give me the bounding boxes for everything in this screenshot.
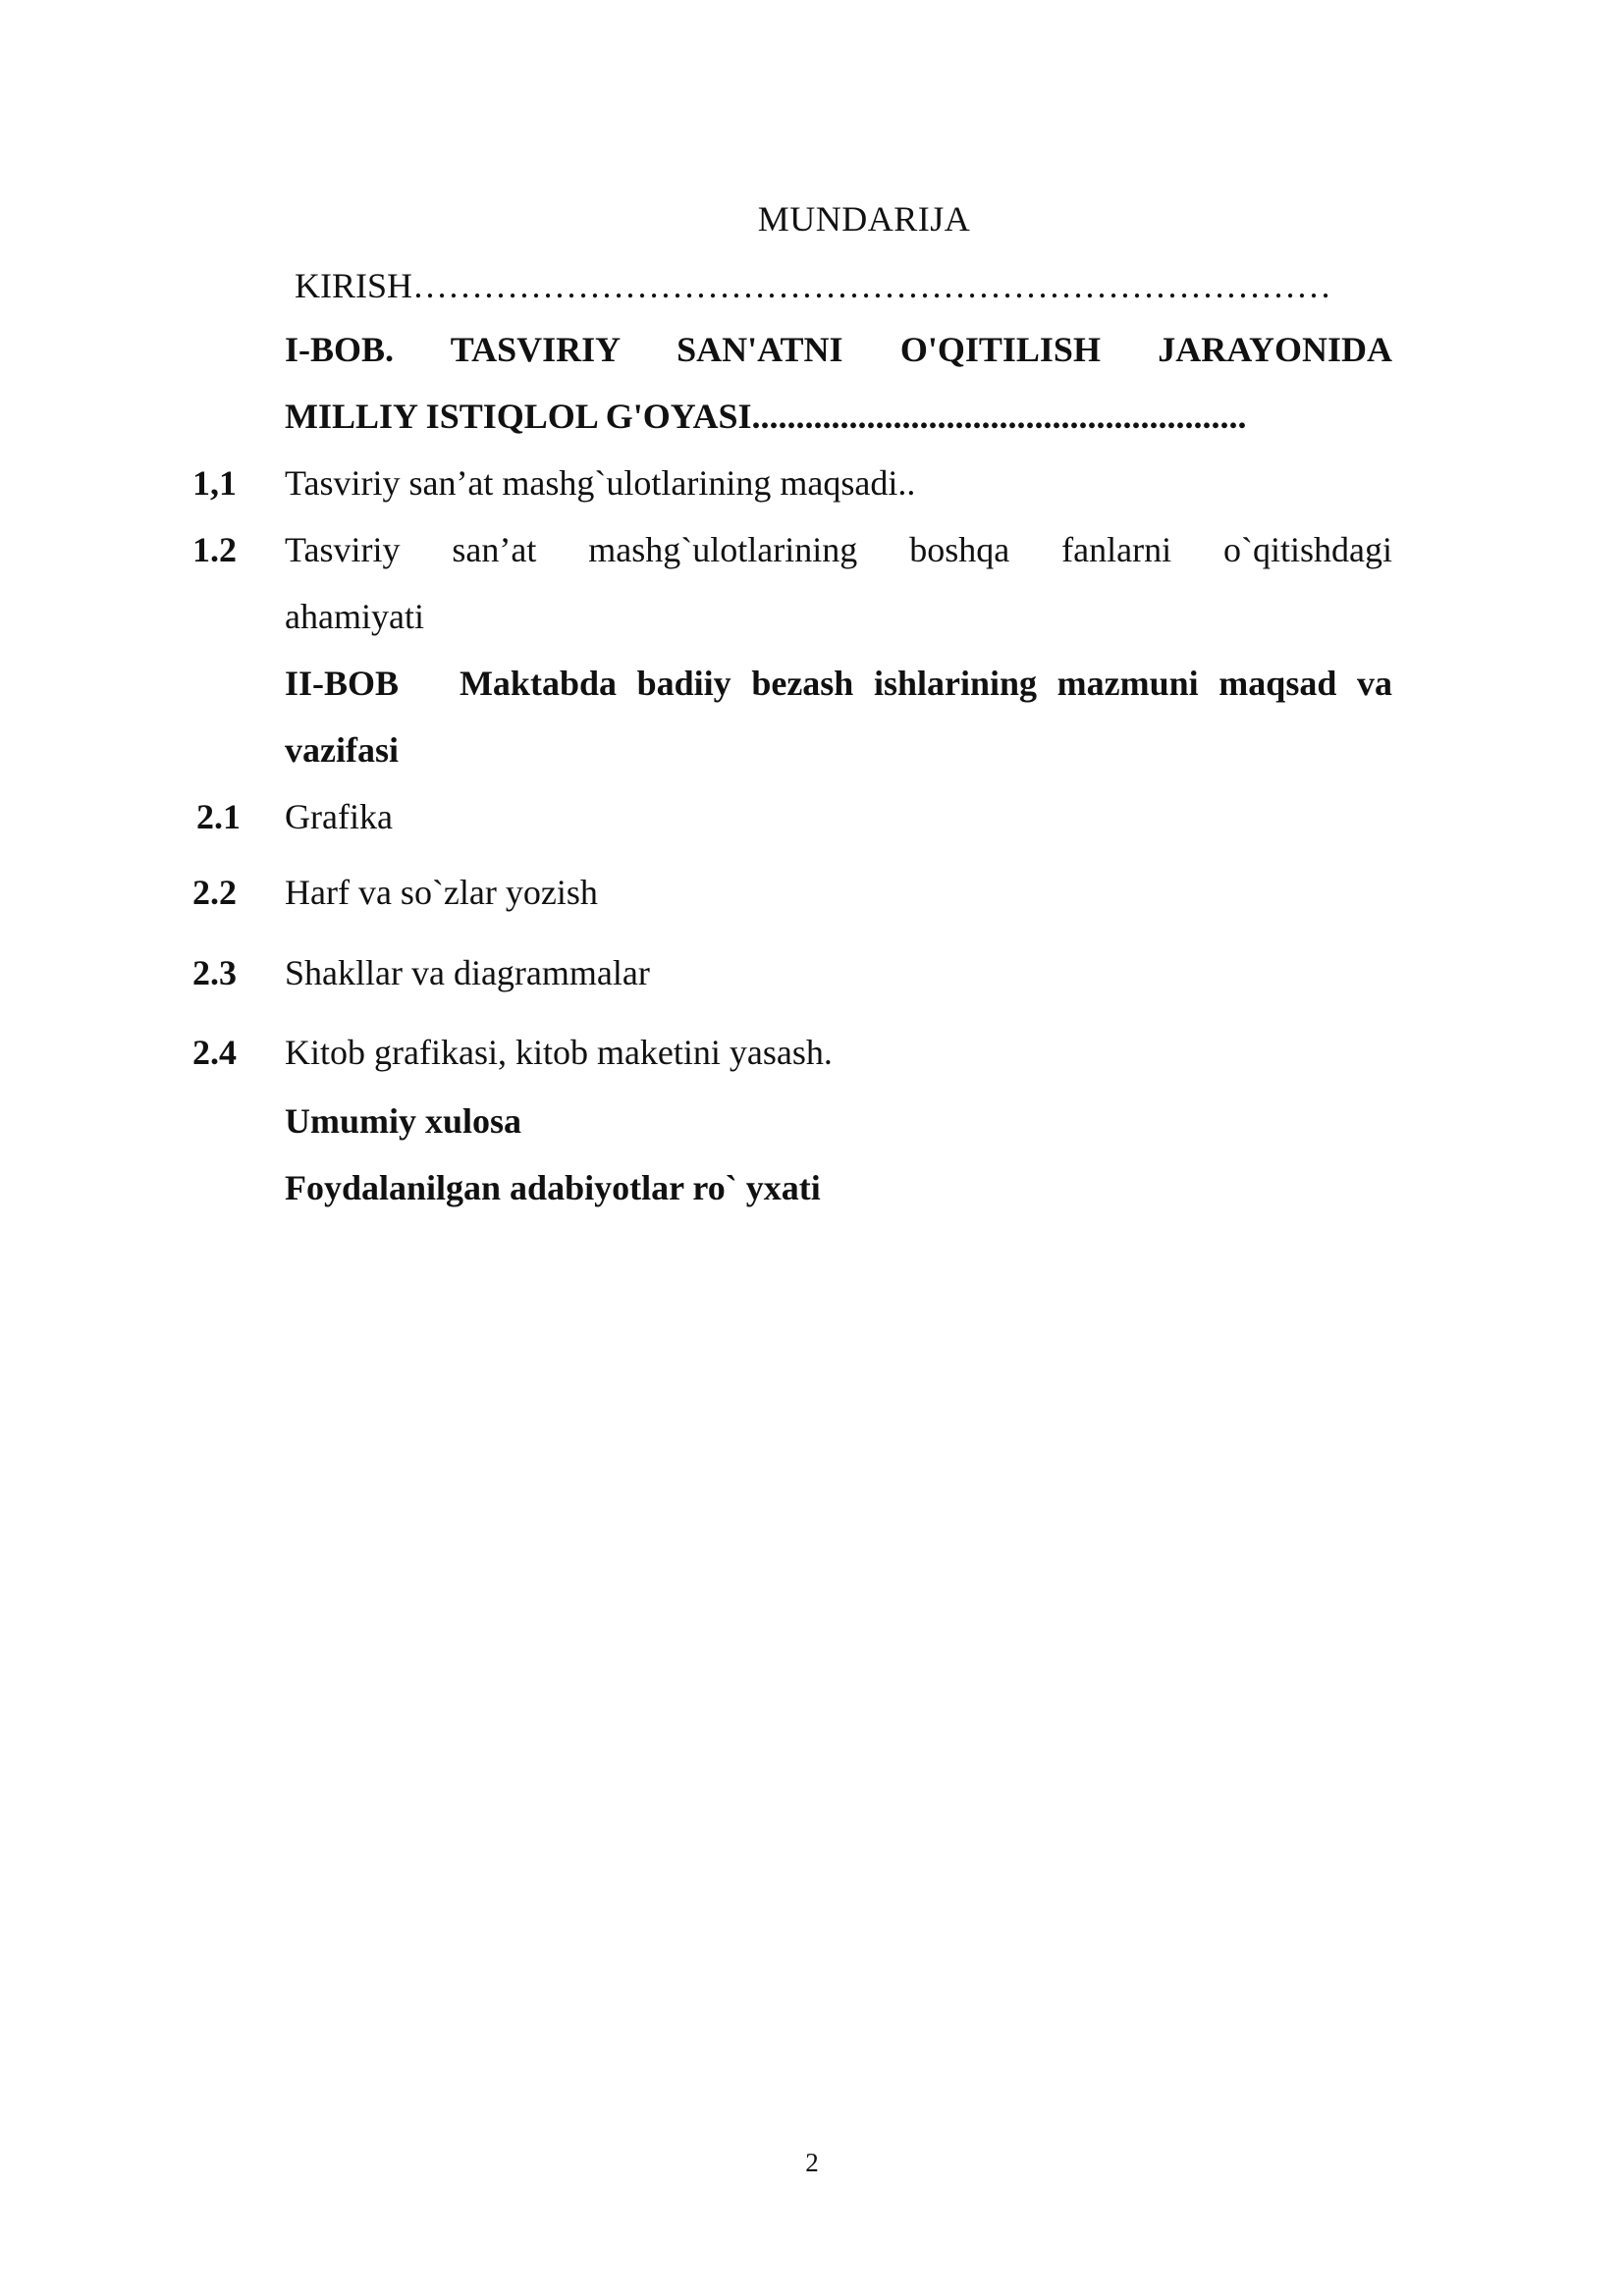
toc-item-text-line-2: ahamiyati — [285, 597, 424, 636]
toc-item-text: Shakllar va diagrammalar — [285, 953, 650, 992]
chapter-1-title-line-1 — [285, 316, 1392, 383]
toc-item-text: Tasviriy san’at mashg`ulotlarining maqsadi.. — [285, 463, 916, 503]
toc-item-number: 2.3 — [192, 953, 237, 992]
toc-item-text: Grafika — [285, 797, 393, 836]
chapter-1-title-line-2: MILLIY ISTIQLOL G'OYASI........................................................ — [285, 397, 1247, 436]
chapter-2-title-line-1: II-BOB Maktabda badiiy bezash ishlarining mazmuni maqsad va — [285, 664, 1392, 703]
toc-item-text — [285, 516, 1392, 650]
chapter-1-label: I-BOB — [285, 330, 386, 369]
toc-item-text-line-1: Tasviriy san’at mashg`ulotlarining boshqa fanlarni o`qitishdagi — [285, 530, 1392, 569]
chapter-2-title — [285, 650, 1392, 783]
chapter-2-title-line-2: vazifasi — [285, 730, 399, 770]
page-number: 2 — [805, 2148, 819, 2177]
toc-item-number: 1,1 — [192, 463, 237, 503]
toc-conclusion-text: Umumiy xulosa — [285, 1101, 522, 1141]
toc-item-text: Harf va so`zlar yozish — [285, 873, 598, 912]
toc-item-number: 2.2 — [192, 873, 237, 912]
toc-references-text: Foydalanilgan adabiyotlar ro` yxati — [285, 1168, 821, 1207]
toc-item-number: 2.4 — [192, 1033, 237, 1072]
toc-intro-entry: KIRISH…………………………………………………………………… — [295, 266, 1332, 305]
toc-item-text: Kitob grafikasi, kitob maketini yasash. — [285, 1033, 833, 1072]
toc-title: MUNDARIJA — [757, 199, 971, 239]
chapter-1-title — [285, 316, 1392, 450]
chapter-1-title-text: . TASVIRIY SAN'ATNI O'QITILISH JARAYONIDA — [385, 330, 1392, 369]
toc-item-number: 1.2 — [192, 530, 237, 569]
toc-item-number: 2.1 — [196, 797, 241, 836]
